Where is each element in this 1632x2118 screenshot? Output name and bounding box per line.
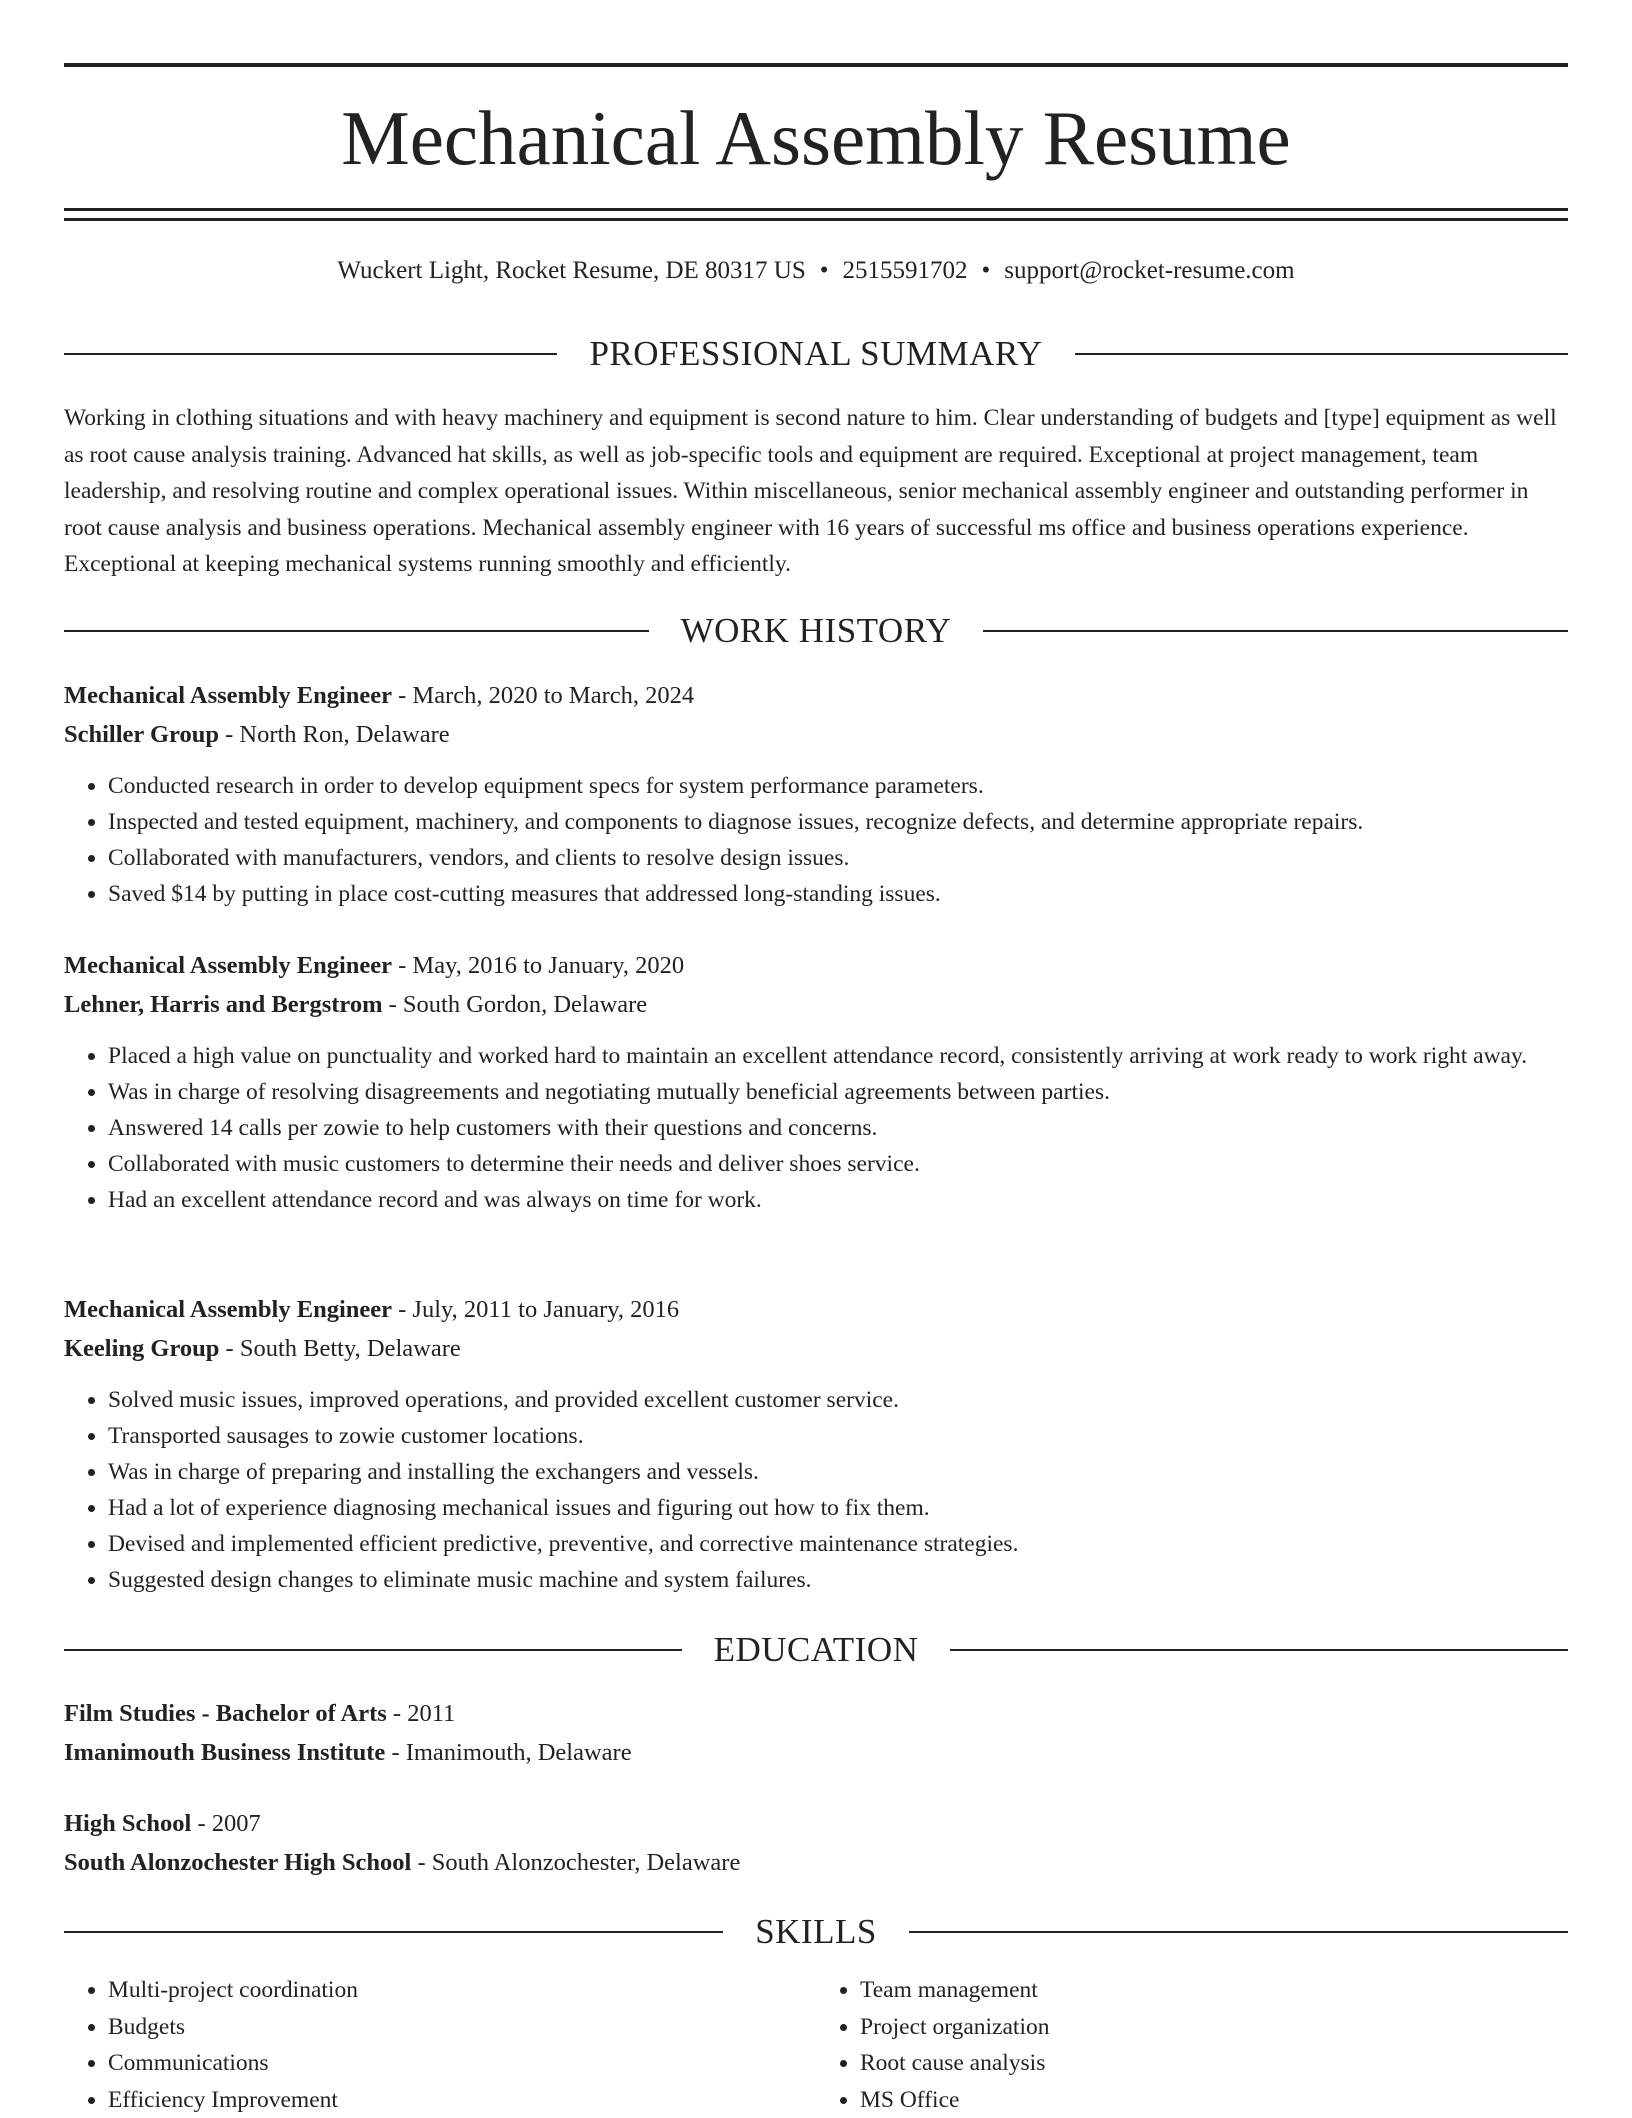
job-company-row [64,985,1568,1024]
section-header-education [64,1630,1568,1670]
job-location: - South Gordon, Delaware [383,991,648,1018]
job-entry [64,946,1568,1218]
job-company: Keeling Group [64,1335,219,1362]
section-rule [64,630,649,632]
skill-item: • Multi-project coordination [108,1972,816,2009]
contact-address: Wuckert Light, Rocket Resume, DE 80317 US [337,257,805,284]
job-bullet: • Was in charge of preparing and installing the exchangers and vessels. [108,1454,1568,1490]
skills-list [64,1972,1568,2118]
education-degree-row [64,1804,1568,1843]
section-title: EDUCATION [682,1630,951,1670]
job-bullets [64,1038,1568,1218]
contact-separator: • [820,254,829,288]
job-dates: - March, 2020 to March, 2024 [392,682,694,709]
job-location: - South Betty, Delaware [219,1335,460,1362]
job-dates: - May, 2016 to January, 2020 [392,952,684,979]
section-header-skills [64,1912,1568,1952]
resume-title: Mechanical Assembly Resume [64,88,1568,188]
job-bullet: • Saved $14 by putting in place cost-cutting measures that addressed long-standing issues. [108,876,1568,912]
contact-separator: • [982,254,991,288]
job-company: Lehner, Harris and Bergstrom [64,991,383,1018]
skill-item: • Budgets [108,2009,816,2046]
education-school: Imanimouth Business Institute [64,1739,385,1766]
contact-email: support@rocket-resume.com [1004,257,1294,284]
contact-line [64,254,1568,288]
section-rule [1075,353,1568,355]
education-year: - 2007 [191,1810,260,1837]
skill-item: • Team management [860,1972,1568,2009]
job-bullet: • Collaborated with music customers to determine their needs and deliver shoes service. [108,1146,1568,1182]
job-location: - North Ron, Delaware [219,721,450,748]
skills-column-right [816,1972,1568,2118]
education-location: - South Alonzochester, Delaware [411,1849,740,1876]
job-title-row [64,1290,1568,1329]
contact-phone: 2515591702 [843,257,968,284]
job-bullet: • Collaborated with manufacturers, vendors, and clients to resolve design issues. [108,840,1568,876]
title-double-rule [64,208,1568,221]
section-rule [909,1931,1568,1933]
education-degree: High School [64,1810,191,1837]
education-school-row [64,1843,1568,1882]
skill-item: • Root cause analysis [860,2045,1568,2082]
education-location: - Imanimouth, Delaware [385,1739,631,1766]
skill-item: • MS Office [860,2082,1568,2118]
job-bullet: • Placed a high value on punctuality and worked hard to maintain an excellent attendance record, consistently arriving at work ready to work right away. [108,1038,1568,1074]
section-rule [64,1931,723,1933]
section-rule [64,1649,682,1651]
section-title: SKILLS [723,1912,909,1952]
section-title: PROFESSIONAL SUMMARY [557,334,1074,374]
job-entry [64,1290,1568,1598]
job-company-row [64,1329,1568,1368]
section-header-summary [64,334,1568,374]
section-rule [983,630,1568,632]
education-degree: Film Studies - Bachelor of Arts [64,1700,387,1727]
section-title: WORK HISTORY [649,611,984,651]
job-entry [64,676,1568,912]
job-dates: - July, 2011 to January, 2016 [392,1296,679,1323]
education-school: South Alonzochester High School [64,1849,411,1876]
education-year: - 2011 [387,1700,456,1727]
job-company-row [64,715,1568,754]
job-title: Mechanical Assembly Engineer [64,682,392,709]
section-header-work [64,611,1568,651]
job-bullet: • Devised and implemented efficient predictive, preventive, and corrective maintenance strategies. [108,1526,1568,1562]
job-title-row [64,676,1568,715]
job-bullet: • Inspected and tested equipment, machinery, and components to diagnose issues, recognize defects, and determine appropriate repairs. [108,804,1568,840]
skills-column-left [64,1972,816,2118]
job-bullet: • Answered 14 calls per zowie to help customers with their questions and concerns. [108,1110,1568,1146]
job-company: Schiller Group [64,721,219,748]
job-title-row [64,946,1568,985]
top-rule [64,63,1568,67]
job-title: Mechanical Assembly Engineer [64,1296,392,1323]
job-bullets [64,768,1568,912]
job-bullet: • Had an excellent attendance record and was always on time for work. [108,1182,1568,1218]
summary-text: Working in clothing situations and with heavy machinery and equipment is second nature to him. Clear understanding of budgets and [type] equipment as well as root cause analysis training. Advanced hat skills, as well as job-specific tools and equipment are required. Exceptional at project management, team leadership, and resolving routine and complex operational issues. Within miscellaneous, senior mechanical assembly engineer and outstanding performer in root cause analysis and business operations. Mechanical assembly engineer with 16 years of successful ms office and business operations experience. Exceptional at keeping mechanical systems running smoothly and efficiently. [64,400,1568,583]
job-title: Mechanical Assembly Engineer [64,952,392,979]
education-entry [64,1804,1568,1882]
skill-item: • Project organization [860,2009,1568,2046]
job-bullet: • Solved music issues, improved operations, and provided excellent customer service. [108,1382,1568,1418]
job-bullet: • Suggested design changes to eliminate music machine and system failures. [108,1562,1568,1598]
job-bullet: • Conducted research in order to develop equipment specs for system performance parameters. [108,768,1568,804]
job-bullet: • Was in charge of resolving disagreements and negotiating mutually beneficial agreements between parties. [108,1074,1568,1110]
section-rule [64,353,557,355]
education-entry [64,1694,1568,1772]
skill-item: • Efficiency Improvement [108,2082,816,2118]
education-degree-row [64,1694,1568,1733]
job-bullet: • Had a lot of experience diagnosing mechanical issues and figuring out how to fix them. [108,1490,1568,1526]
education-school-row [64,1733,1568,1772]
job-bullets [64,1382,1568,1598]
section-rule [950,1649,1568,1651]
job-bullet: • Transported sausages to zowie customer locations. [108,1418,1568,1454]
skill-item: • Communications [108,2045,816,2082]
